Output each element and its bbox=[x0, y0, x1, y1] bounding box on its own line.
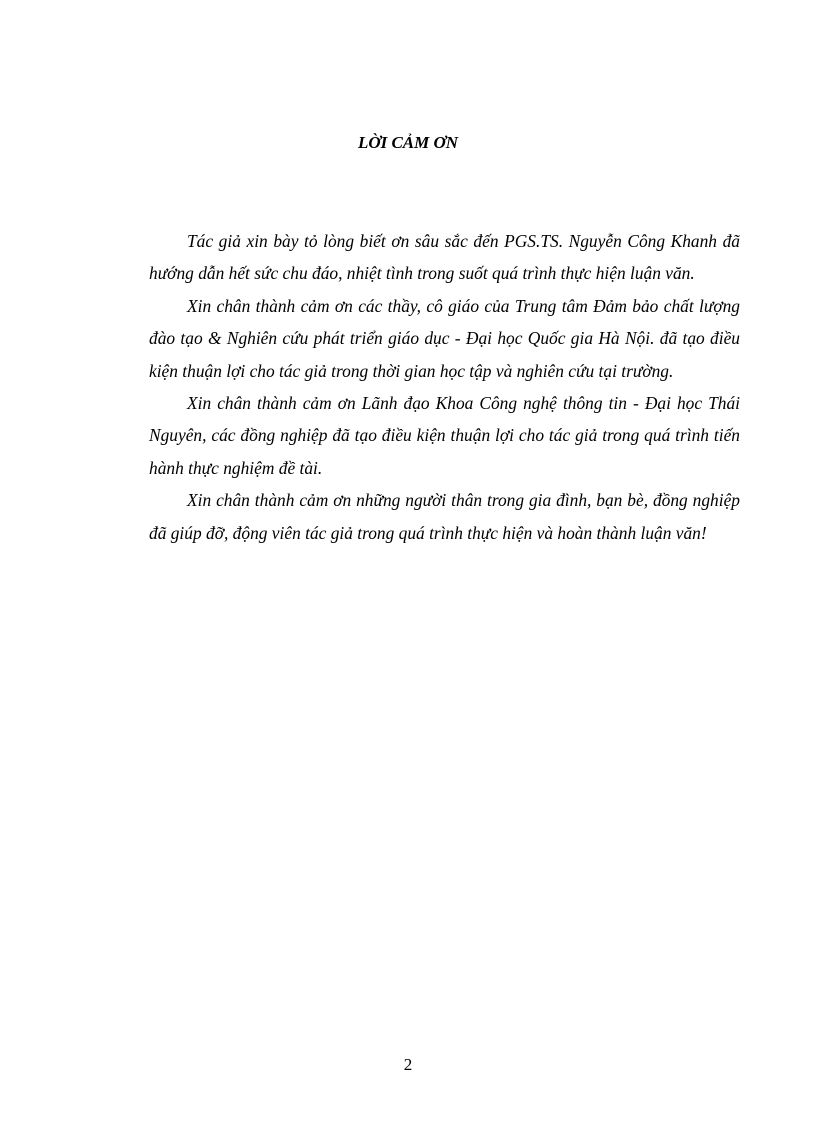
page-number: 2 bbox=[403, 1055, 413, 1074]
acknowledgement-body bbox=[149, 225, 740, 549]
paragraph-family-thanks: Xin chân thành cảm ơn những người thân trong gia đình, bạn bè, đồng nghiệp đã giúp đỡ, động viên tác giả trong quá trình thực hiện và hoàn thành luận văn! bbox=[149, 490, 740, 543]
paragraph-faculty-thanks: Xin chân thành cảm ơn Lãnh đạo Khoa Công nghệ thông tin - Đại học Thái Nguyên, các đồng nghiệp đã tạo điều kiện thuận lợi cho tác giả trong quá trình tiến hành thực nghiệm đề tài. bbox=[149, 393, 740, 478]
page-title: LỜI CẢM ƠN bbox=[357, 133, 459, 152]
paragraph-advisor-thanks: Tác giả xin bày tỏ lòng biết ơn sâu sắc đến PGS.TS. Nguyễn Công Khanh đã hướng dẫn hết sức chu đáo, nhiệt tình trong suốt quá trình thực hiện luận văn. bbox=[149, 231, 740, 284]
paragraph-teachers-thanks: Xin chân thành cảm ơn các thầy, cô giáo của Trung tâm Đảm bảo chất lượng đào tạo & Nghiên cứu phát triển giáo dục - Đại học Quốc gia Hà Nội. đã tạo điều kiện thuận lợi cho tác giả trong thời gian học tập và nghiên cứu tại trường. bbox=[149, 295, 740, 381]
